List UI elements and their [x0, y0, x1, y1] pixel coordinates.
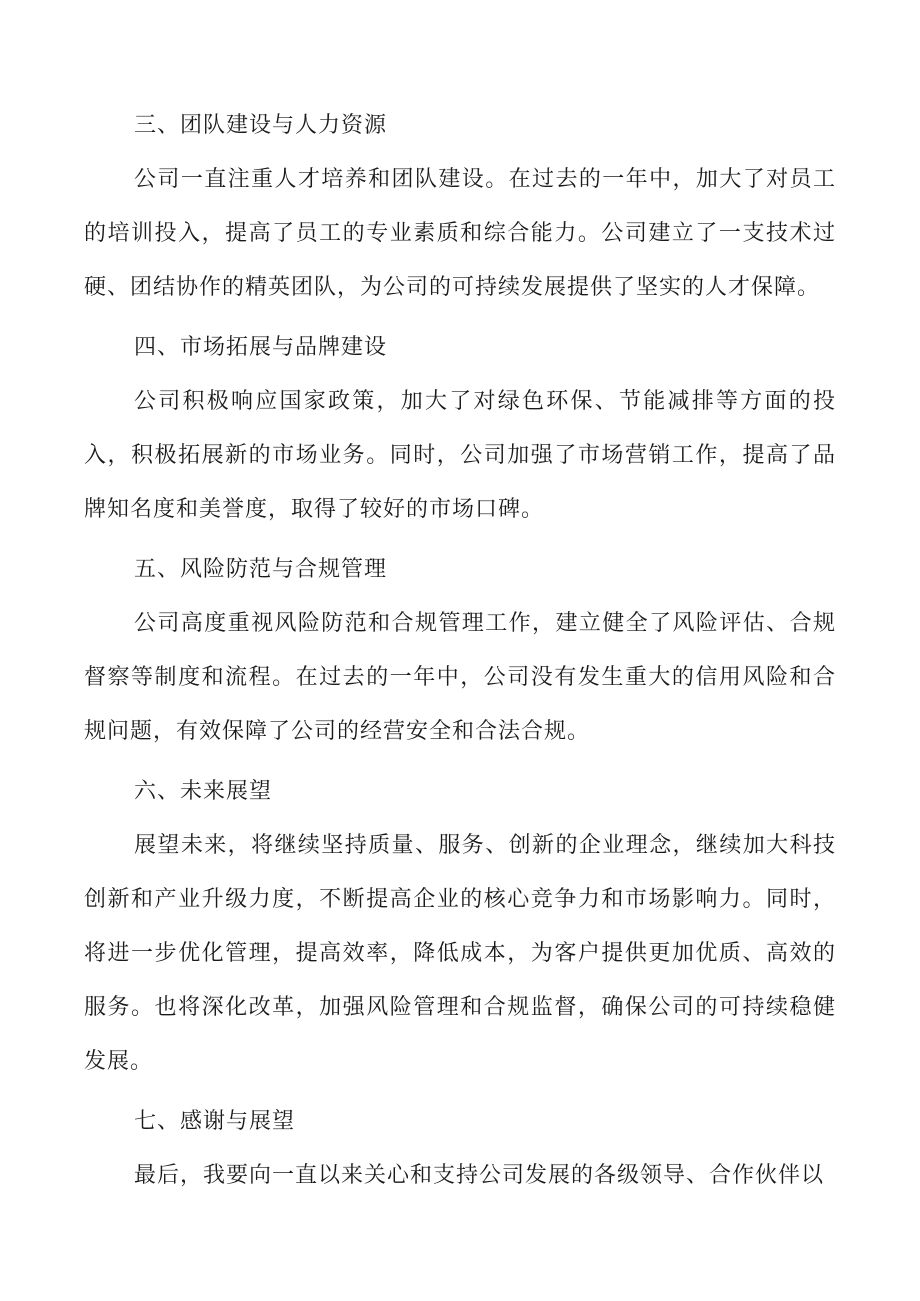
document-body	[84, 103, 836, 1203]
section-heading: 三、团队建设与人力资源	[134, 113, 388, 138]
section-paragraph: 公司积极响应国家政策，加大了对绿色环保、节能减排等方面的投入，积极拓展新的市场业务。同时，公司加强了市场营销工作，提高了品牌知名度和美誉度，取得了较好的市场口碑。	[84, 389, 836, 522]
section-paragraph: 公司高度重视风险防范和合规管理工作，建立健全了风险评估、合规督察等制度和流程。在过去的一年中，公司没有发生重大的信用风险和合规问题，有效保障了公司的经营安全和合法合规。	[84, 611, 836, 744]
section-paragraph: 公司一直注重人才培养和团队建设。在过去的一年中，加大了对员工的培训投入，提高了员工的专业素质和综合能力。公司建立了一支技术过硬、团结协作的精英团队，为公司的可持续发展提供了坚实的人才保障。	[84, 167, 836, 300]
section-paragraph: 最后，我要向一直以来关心和支持公司发展的各级领导、合作伙伴以	[134, 1163, 825, 1188]
section-heading: 五、风险防范与合规管理	[134, 557, 388, 582]
section-heading: 七、感谢与展望	[134, 1109, 296, 1134]
section-heading: 四、市场拓展与品牌建设	[134, 335, 388, 360]
section-heading: 六、未来展望	[134, 779, 273, 804]
section-paragraph: 展望未来，将继续坚持质量、服务、创新的企业理念，继续加大科技创新和产业升级力度，不断提高企业的核心竞争力和市场影响力。同时，将进一步优化管理，提高效率，降低成本，为客户提供更加优质、高效的服务。也将深化改革，加强风险管理和合规监督，确保公司的可持续稳健发展。	[84, 833, 836, 1074]
